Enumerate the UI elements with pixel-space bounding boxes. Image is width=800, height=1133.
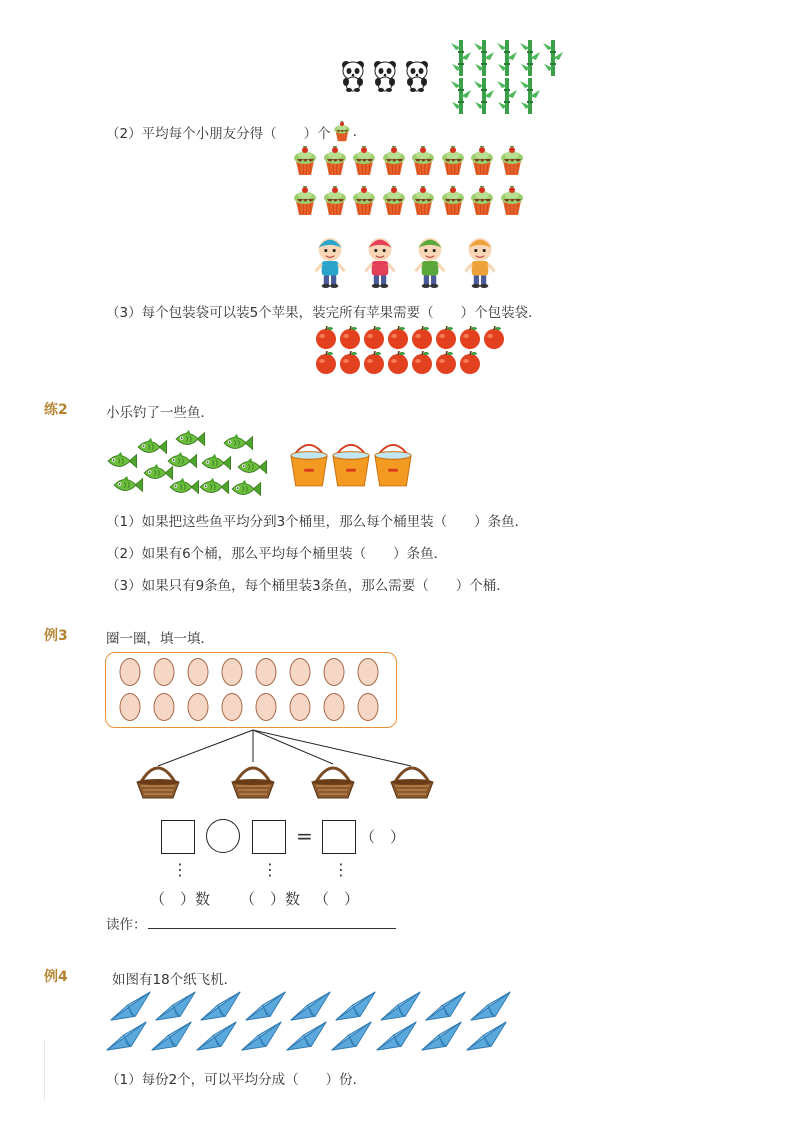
- cake-icon: [381, 186, 407, 216]
- apple-icon: [434, 326, 458, 350]
- exercise-2-question-1: （1）如果把这些鱼平均分到3个桶里，那么每个桶里装（ ）条鱼．: [106, 514, 529, 530]
- boy-icon: [312, 236, 348, 288]
- paper-plane-icon: [464, 1020, 509, 1052]
- apple-group: [314, 326, 506, 375]
- fish-icon: [108, 452, 136, 468]
- label-divisor: （ ）数: [240, 890, 301, 908]
- egg-icon: [152, 657, 176, 687]
- egg-icon: [322, 692, 346, 722]
- paper-plane-icon: [104, 1020, 149, 1052]
- paper-plane-icon: [378, 990, 423, 1022]
- egg-icon: [254, 692, 278, 722]
- apple-icon: [338, 326, 362, 350]
- bamboo-icon: [496, 40, 518, 76]
- paper-plane-icon: [239, 1020, 284, 1052]
- operator-circle[interactable]: [206, 819, 240, 853]
- girl-icon: [362, 236, 398, 288]
- paper-plane-icon: [194, 1020, 239, 1052]
- cake-icon: [333, 121, 351, 142]
- egg-icon: [186, 657, 210, 687]
- cake-icon: [499, 146, 525, 176]
- bamboo-icon: [450, 40, 472, 76]
- bamboo-icon: [496, 78, 518, 114]
- egg-icon: [220, 692, 244, 722]
- bamboo-icon: [519, 78, 541, 114]
- panda-group: [338, 58, 432, 92]
- read-as-label: 读作：: [106, 917, 147, 933]
- fish-icon: [144, 464, 172, 480]
- example-3-tag: 例3: [44, 628, 68, 644]
- question-2: [106, 121, 357, 142]
- cake-icon: [469, 146, 495, 176]
- basket-icon: [135, 762, 181, 802]
- cake-icon: [322, 146, 348, 176]
- apple-icon: [338, 351, 362, 375]
- paper-plane-icon: [419, 1020, 464, 1052]
- panda-icon: [338, 58, 368, 92]
- answer-box-3[interactable]: [322, 820, 356, 854]
- kid-group: [312, 236, 498, 288]
- cake-icon: [469, 186, 495, 216]
- question-3: （3）每个包装袋可以装5个苹果，装完所有苹果需要（ ）个包装袋．: [106, 305, 542, 321]
- fish-icon: [138, 438, 166, 454]
- answer-box-2[interactable]: [252, 820, 286, 854]
- cake-icon: [410, 146, 436, 176]
- bucket-icon: [330, 438, 372, 490]
- bamboo-icon: [519, 40, 541, 76]
- dots-3: ⋮: [333, 860, 349, 879]
- cake-group: [292, 146, 525, 216]
- cake-icon: [381, 146, 407, 176]
- cake-icon: [351, 146, 377, 176]
- fish-icon: [170, 478, 198, 494]
- egg-icon: [186, 692, 210, 722]
- apple-icon: [482, 326, 506, 350]
- question-2-end: .: [352, 123, 357, 140]
- example-4-tag: 例4: [44, 969, 68, 985]
- paper-plane-icon: [468, 990, 513, 1022]
- bamboo-icon: [473, 78, 495, 114]
- apple-icon: [410, 351, 434, 375]
- egg-icon: [152, 692, 176, 722]
- apple-icon: [458, 326, 482, 350]
- bucket-group: [288, 438, 414, 490]
- panda-icon: [402, 58, 432, 92]
- egg-icon: [356, 692, 380, 722]
- egg-icon: [118, 657, 142, 687]
- paper-plane-icon: [333, 990, 378, 1022]
- question-2-text: （2）平均每个小朋友分得（ ）个: [106, 125, 331, 142]
- egg-icon: [254, 657, 278, 687]
- paper-plane-icon: [288, 990, 333, 1022]
- apple-icon: [314, 326, 338, 350]
- basket-icon: [230, 762, 276, 802]
- bamboo-icon: [450, 78, 472, 114]
- fish-icon: [202, 454, 230, 470]
- margin-rule: [44, 1040, 45, 1100]
- example-3-intro: 圈一圈，填一填．: [106, 631, 214, 647]
- apple-icon: [458, 351, 482, 375]
- basket-icon: [389, 762, 435, 802]
- fish-icon: [200, 478, 228, 494]
- cake-icon: [499, 186, 525, 216]
- read-as-line[interactable]: [148, 928, 396, 929]
- cake-icon: [410, 186, 436, 216]
- paper-plane-icon: [423, 990, 468, 1022]
- apple-icon: [434, 351, 458, 375]
- egg-grid: [118, 657, 380, 722]
- apple-icon: [410, 326, 434, 350]
- bamboo-icon: [473, 40, 495, 76]
- egg-icon: [220, 657, 244, 687]
- bamboo-group: [450, 40, 564, 114]
- cake-icon: [322, 186, 348, 216]
- fish-group: [104, 428, 274, 500]
- exercise-2-question-2: （2）如果有6个桶，那么平均每个桶里装（ ）条鱼．: [106, 546, 448, 562]
- paper-plane-icon: [153, 990, 198, 1022]
- apple-icon: [362, 326, 386, 350]
- paper-plane-icon: [284, 1020, 329, 1052]
- equals-sign: =: [296, 824, 313, 848]
- exercise-2-tag: 练2: [44, 402, 68, 418]
- bucket-icon: [288, 438, 330, 490]
- bamboo-icon: [542, 40, 564, 76]
- paper-plane-icon: [374, 1020, 419, 1052]
- label-quotient: （ ）: [314, 890, 360, 908]
- answer-box-1[interactable]: [161, 820, 195, 854]
- apple-icon: [386, 326, 410, 350]
- apple-icon: [362, 351, 386, 375]
- paper-plane-icon: [243, 990, 288, 1022]
- cake-icon: [440, 146, 466, 176]
- plane-group: [104, 990, 513, 1052]
- fish-icon: [168, 452, 196, 468]
- egg-icon: [288, 657, 312, 687]
- paper-plane-icon: [198, 990, 243, 1022]
- egg-icon: [322, 657, 346, 687]
- paper-plane-icon: [329, 1020, 374, 1052]
- apple-icon: [386, 351, 410, 375]
- fish-icon: [224, 434, 252, 450]
- girl-icon: [462, 236, 498, 288]
- dots-1: ⋮: [172, 860, 188, 879]
- paper-plane-icon: [149, 1020, 194, 1052]
- egg-icon: [118, 692, 142, 722]
- basket-icon: [310, 762, 356, 802]
- exercise-2-intro: 小乐钓了一些鱼．: [106, 405, 214, 421]
- dots-2: ⋮: [262, 860, 278, 879]
- example-4-question-1: （1）每份2个，可以平均分成（ ）份．: [106, 1072, 367, 1088]
- exercise-2-question-3: （3）如果只有9条鱼，每个桶里装3条鱼，那么需要（ ）个桶．: [106, 578, 510, 594]
- cake-icon: [292, 186, 318, 216]
- boy-icon: [412, 236, 448, 288]
- label-dividend: （ ）数: [150, 890, 211, 908]
- apple-icon: [314, 351, 338, 375]
- cake-icon: [292, 146, 318, 176]
- fish-icon: [114, 476, 142, 492]
- unit-paren[interactable]: （ ）: [360, 828, 406, 846]
- fish-icon: [238, 458, 266, 474]
- example-4-intro: 如图有18个纸飞机．: [112, 972, 238, 988]
- fish-icon: [232, 480, 260, 496]
- cake-icon: [351, 186, 377, 216]
- cake-icon: [440, 186, 466, 216]
- bucket-icon: [372, 438, 414, 490]
- fish-icon: [176, 430, 204, 446]
- panda-icon: [370, 58, 400, 92]
- egg-icon: [288, 692, 312, 722]
- egg-icon: [356, 657, 380, 687]
- paper-plane-icon: [108, 990, 153, 1022]
